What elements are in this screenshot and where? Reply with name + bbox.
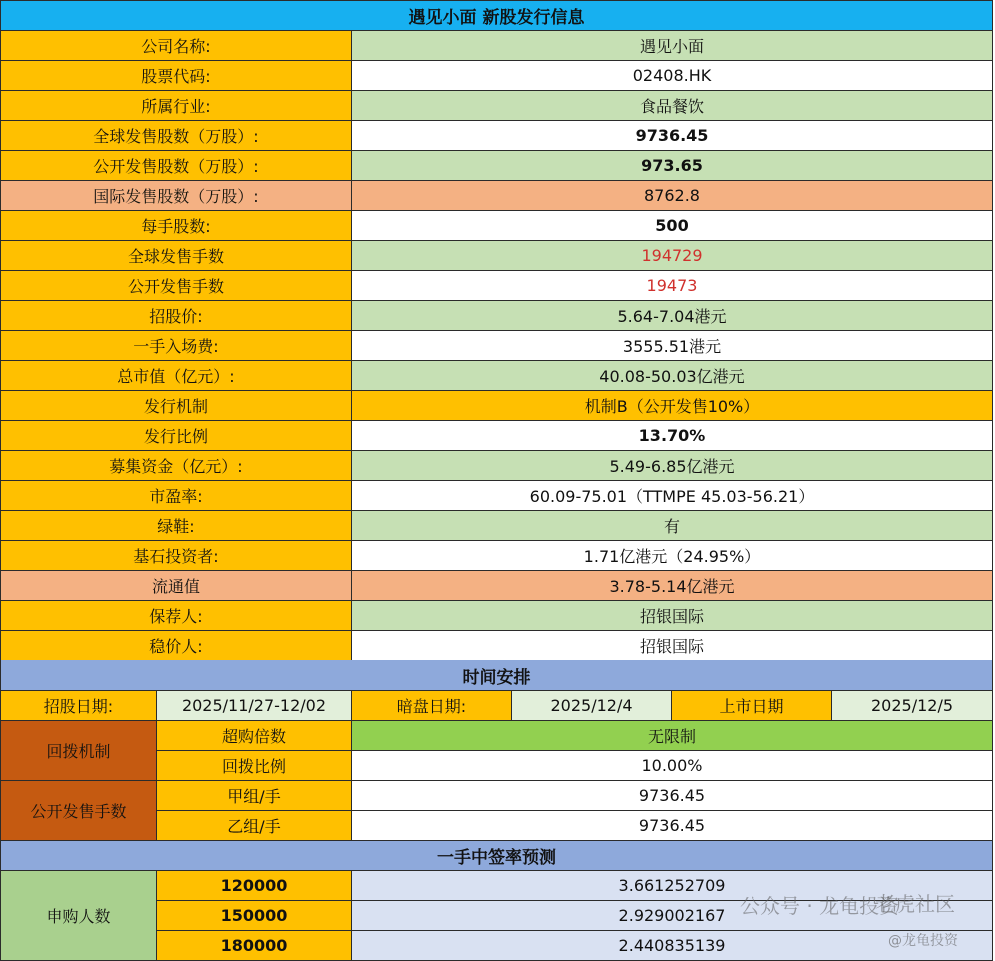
info-row: [0, 301, 993, 331]
rate-150000: 2.929002167: [352, 901, 993, 931]
info-label: 发行比例: [0, 421, 352, 451]
grey-market-label: 暗盘日期:: [352, 691, 512, 721]
sheet-title: 遇见小面 新股发行信息: [0, 0, 993, 31]
info-row: [0, 481, 993, 511]
clawback-ratio-label: 回拨比例: [157, 751, 352, 781]
info-row: [0, 511, 993, 541]
info-row: [0, 121, 993, 151]
listing-date-value: 2025/12/5: [832, 691, 993, 721]
info-row: [0, 61, 993, 91]
info-row: [0, 541, 993, 571]
info-label: 基石投资者:: [0, 541, 352, 571]
clawback-block: [0, 721, 993, 781]
rate-180000: 2.440835139: [352, 931, 993, 961]
info-row: [0, 331, 993, 361]
watermark-community: 老虎社区: [875, 892, 955, 916]
info-label: 股票代码:: [0, 61, 352, 91]
watermark-wechat: 公众号 · 龙龟投资: [740, 894, 900, 918]
info-label: 绿鞋:: [0, 511, 352, 541]
info-label: 稳价人:: [0, 631, 352, 661]
info-label: 总市值（亿元）:: [0, 361, 352, 391]
info-value: 机制B（公开发售10%）: [352, 391, 993, 421]
info-label: 国际发售股数（万股）:: [0, 181, 352, 211]
rate-120000: 3.661252709: [352, 871, 993, 901]
info-label: 市盈率:: [0, 481, 352, 511]
info-value: 1.71亿港元（24.95%）: [352, 541, 993, 571]
schedule-row: [0, 691, 993, 721]
info-row: [0, 241, 993, 271]
listing-date-label: 上市日期: [672, 691, 832, 721]
applicants-150000: 150000: [157, 901, 352, 931]
info-row: [0, 181, 993, 211]
info-row: [0, 271, 993, 301]
public-lots-group-label: 公开发售手数: [0, 781, 157, 841]
info-value: 500: [352, 211, 993, 241]
title-row: [0, 0, 993, 31]
info-label: 全球发售股数（万股）:: [0, 121, 352, 151]
info-value: 遇见小面: [352, 31, 993, 61]
info-value: 194729: [352, 241, 993, 271]
info-value: 招银国际: [352, 631, 993, 661]
info-row: [0, 211, 993, 241]
applicants-120000: 120000: [157, 871, 352, 901]
info-value: 8762.8: [352, 181, 993, 211]
info-label: 每手股数:: [0, 211, 352, 241]
info-label: 公开发售股数（万股）:: [0, 151, 352, 181]
clawback-ratio-value: 10.00%: [352, 751, 993, 781]
info-label: 流通值: [0, 571, 352, 601]
info-label: 公司名称:: [0, 31, 352, 61]
group-b-value: 9736.45: [352, 811, 993, 841]
info-value: 02408.HK: [352, 61, 993, 91]
applicants-group-label: 申购人数: [0, 871, 157, 961]
info-value: 3555.51港元: [352, 331, 993, 361]
info-row: [0, 601, 993, 631]
info-value: 有: [352, 511, 993, 541]
info-value: 40.08-50.03亿港元: [352, 361, 993, 391]
clawback-group-label: 回拨机制: [0, 721, 157, 781]
info-value: 食品餐饮: [352, 91, 993, 121]
info-row: [0, 391, 993, 421]
info-row: [0, 151, 993, 181]
info-label: 发行机制: [0, 391, 352, 421]
info-value: 招银国际: [352, 601, 993, 631]
applicants-180000: 180000: [157, 931, 352, 961]
group-b-label: 乙组/手: [157, 811, 352, 841]
info-value: 13.70%: [352, 421, 993, 451]
info-value: 973.65: [352, 151, 993, 181]
info-row: [0, 631, 993, 661]
schedule-header-row: [0, 660, 993, 691]
info-label: 招股价:: [0, 301, 352, 331]
info-value: 19473: [352, 271, 993, 301]
ipo-date-label: 招股日期:: [0, 691, 157, 721]
schedule-title: 时间安排: [0, 660, 993, 691]
info-row: [0, 571, 993, 601]
watermark-handle: @龙龟投资: [888, 933, 958, 949]
prediction-header-row: [0, 841, 993, 871]
group-a-label: 甲组/手: [157, 781, 352, 811]
group-a-value: 9736.45: [352, 781, 993, 811]
info-label: 公开发售手数: [0, 271, 352, 301]
info-value: 5.49-6.85亿港元: [352, 451, 993, 481]
info-label: 保荐人:: [0, 601, 352, 631]
info-row: [0, 91, 993, 121]
info-row: [0, 361, 993, 391]
info-value: 9736.45: [352, 121, 993, 151]
info-row: [0, 451, 993, 481]
ipo-date-value: 2025/11/27-12/02: [157, 691, 352, 721]
grey-market-value: 2025/12/4: [512, 691, 672, 721]
info-row: [0, 421, 993, 451]
oversubscription-value: 无限制: [352, 721, 993, 751]
info-label: 一手入场费:: [0, 331, 352, 361]
info-label: 所属行业:: [0, 91, 352, 121]
info-value: 5.64-7.04港元: [352, 301, 993, 331]
info-row: [0, 31, 993, 61]
info-label: 募集资金（亿元）:: [0, 451, 352, 481]
info-label: 全球发售手数: [0, 241, 352, 271]
prediction-title: 一手中签率预测: [0, 841, 993, 871]
public-lots-block: [0, 781, 993, 841]
info-value: 60.09-75.01（TTMPE 45.03-56.21）: [352, 481, 993, 511]
info-value: 3.78-5.14亿港元: [352, 571, 993, 601]
oversubscription-label: 超购倍数: [157, 721, 352, 751]
